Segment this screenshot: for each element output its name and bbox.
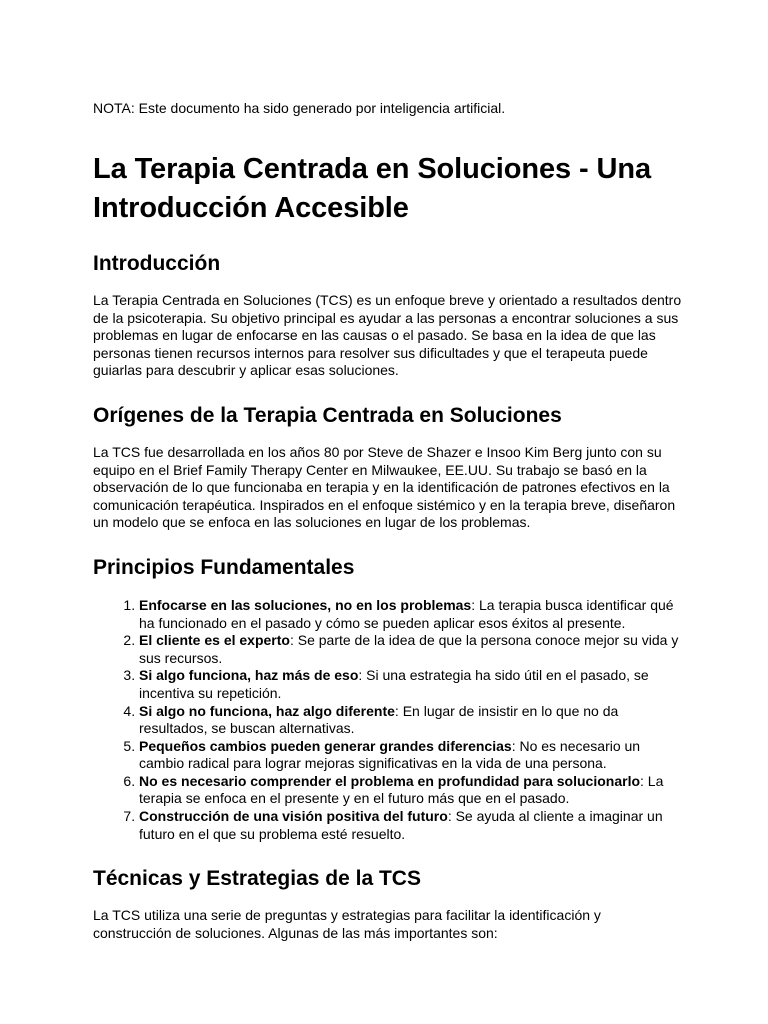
- principle-title: Construcción de una visión positiva del futuro: [139, 808, 448, 825]
- principle-text: : La terapia busca identificar qué ha funcionado en el pasado y cómo se pueden aplicar esos éxitos al presente.: [139, 596, 674, 631]
- heading-origenes: Orígenes de la Terapia Centrada en Soluciones: [93, 403, 562, 427]
- list-item: [139, 667, 682, 702]
- principle-text: : La terapia se enfoca en el presente y en el futuro más que en el pasado.: [139, 772, 664, 807]
- principle-text: : Se ayuda al cliente a imaginar un futuro en el que su problema esté resuelto.: [139, 808, 663, 842]
- paragraph-origenes: La TCS fue desarrollada en los años 80 por Steve de Shazer e Insoo Kim Berg junto con su equipo en el Brief Family Therapy Center en Milwaukee, EE.UU. Su trabajo se basó en la observación de lo que funcionaba en terapia y en la identificación de patrones efectivos en la comunicación terapéutica. Inspirados en el enfoque sistémico y en la terapia breve, diseñaron un modelo que se enfoca en las soluciones en lugar de los problemas.: [93, 443, 676, 531]
- list-item: [139, 703, 682, 738]
- principle-text: : No es necesario un cambio radical para lograr mejoras significativas en la vida de una persona.: [139, 737, 641, 772]
- principle-title: Si algo funciona, haz más de eso: [139, 667, 359, 684]
- principle-title: Pequeños cambios pueden generar grandes diferencias: [139, 737, 512, 754]
- principle-text: : En lugar de insistir en lo que no da resultados, se buscan alternativas.: [139, 702, 619, 737]
- list-item: [139, 773, 682, 808]
- paragraph-tecnicas: La TCS utiliza una serie de preguntas y estrategias para facilitar la identificación y construcción de soluciones. Algunas de las más importantes son:: [93, 907, 601, 941]
- principles-list: [93, 597, 682, 843]
- principle-text: : Se parte de la idea de que la persona conoce mejor su vida y sus recursos.: [139, 632, 679, 666]
- list-item: [139, 738, 682, 773]
- principle-title: Si algo no funciona, haz algo diferente: [139, 702, 395, 719]
- principle-title: El cliente es el experto: [139, 632, 290, 649]
- list-item: [139, 808, 682, 843]
- document-title: La Terapia Centrada en Soluciones - Una Introducción Accesible: [93, 153, 651, 224]
- list-item: [139, 632, 682, 667]
- principle-text: : Si una estrategia ha sido útil en el pasado, se incentiva su repetición.: [139, 667, 649, 701]
- ai-generated-note: NOTA: Este documento ha sido generado por inteligencia artificial.: [93, 100, 506, 116]
- paragraph-introduccion: La Terapia Centrada en Soluciones (TCS) es un enfoque breve y orientado a resultados dentro de la psicoterapia. Su objetivo principal es ayudar a las personas a encontrar soluciones a sus problemas en lugar de enfocarse en las causas o el pasado. Se basa en la idea de que las personas tienen recursos internos para resolver sus dificultades y que el terapeuta puede guiarlas para descubrir y aplicar esas soluciones.: [93, 292, 682, 379]
- heading-principios: Principios Fundamentales: [93, 555, 355, 579]
- heading-tecnicas: Técnicas y Estrategias de la TCS: [93, 867, 421, 891]
- principle-title: Enfocarse en las soluciones, no en los problemas: [139, 596, 472, 613]
- list-item: [139, 597, 682, 632]
- heading-introduccion: Introducción: [93, 252, 221, 275]
- principle-title: No es necesario comprender el problema en profundidad para solucionarlo: [139, 772, 641, 789]
